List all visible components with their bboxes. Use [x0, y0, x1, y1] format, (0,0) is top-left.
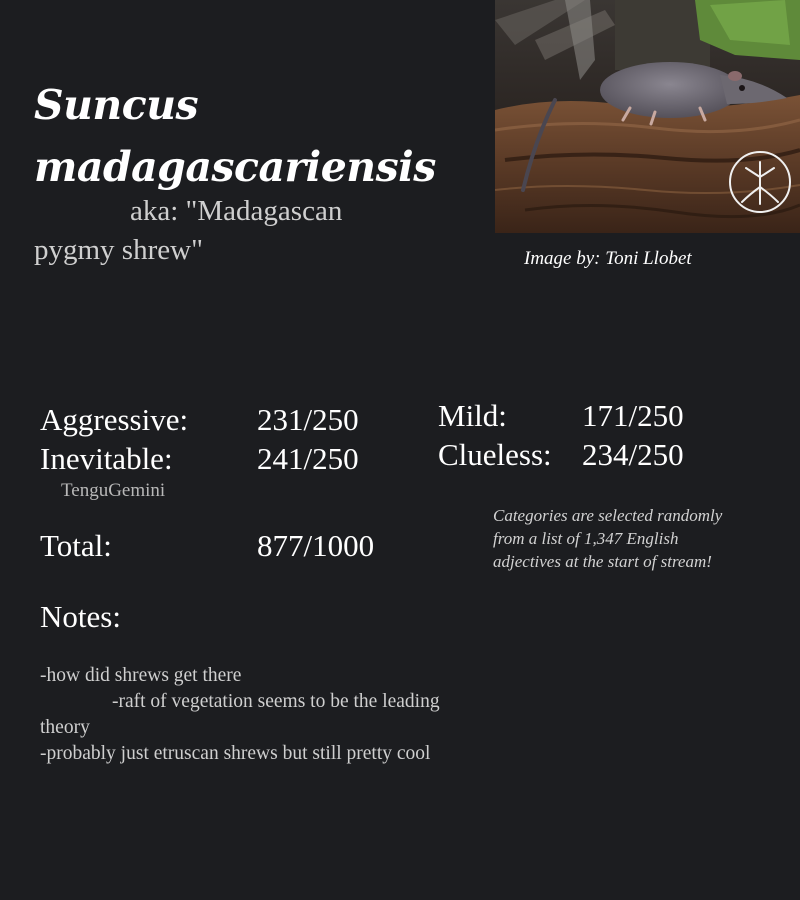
- note-item: -how did shrews get there: [40, 665, 242, 686]
- stat-label-mild: Mild:: [438, 398, 507, 433]
- image-credit: Image by: Toni Llobet: [524, 248, 692, 269]
- notes-heading: Notes:: [40, 599, 121, 634]
- notes-list: [40, 663, 480, 767]
- categories-note: Categories are selected randomly from a list of 1,347 English adjectives at the start of stream!: [493, 506, 723, 571]
- species-name: [34, 74, 464, 198]
- total-value: 877/1000: [257, 528, 375, 563]
- note-item: -raft of vegetation seems to be the leading theory: [40, 691, 440, 738]
- stat-value-aggressive: 231/250: [257, 402, 359, 437]
- common-name: aka: "Madagascan pygmy shrew": [34, 195, 343, 266]
- stat-value-inevitable: 241/250: [257, 441, 359, 476]
- stat-value-clueless: 234/250: [582, 437, 684, 472]
- species-epithet: madagascariensis: [34, 143, 436, 191]
- total-label: Total:: [40, 528, 112, 563]
- stat-value-mild: 171/250: [582, 398, 684, 433]
- shrew-photo: [495, 0, 800, 233]
- stat-label-inevitable: Inevitable:: [40, 441, 173, 476]
- stat-label-clueless: Clueless:: [438, 437, 552, 472]
- note-item: -probably just etruscan shrews but still pretty cool: [40, 743, 431, 764]
- species-genus: Suncus: [34, 81, 199, 129]
- stat-label-aggressive: Aggressive:: [40, 402, 189, 437]
- contributor-name: TenguGemini: [61, 480, 166, 501]
